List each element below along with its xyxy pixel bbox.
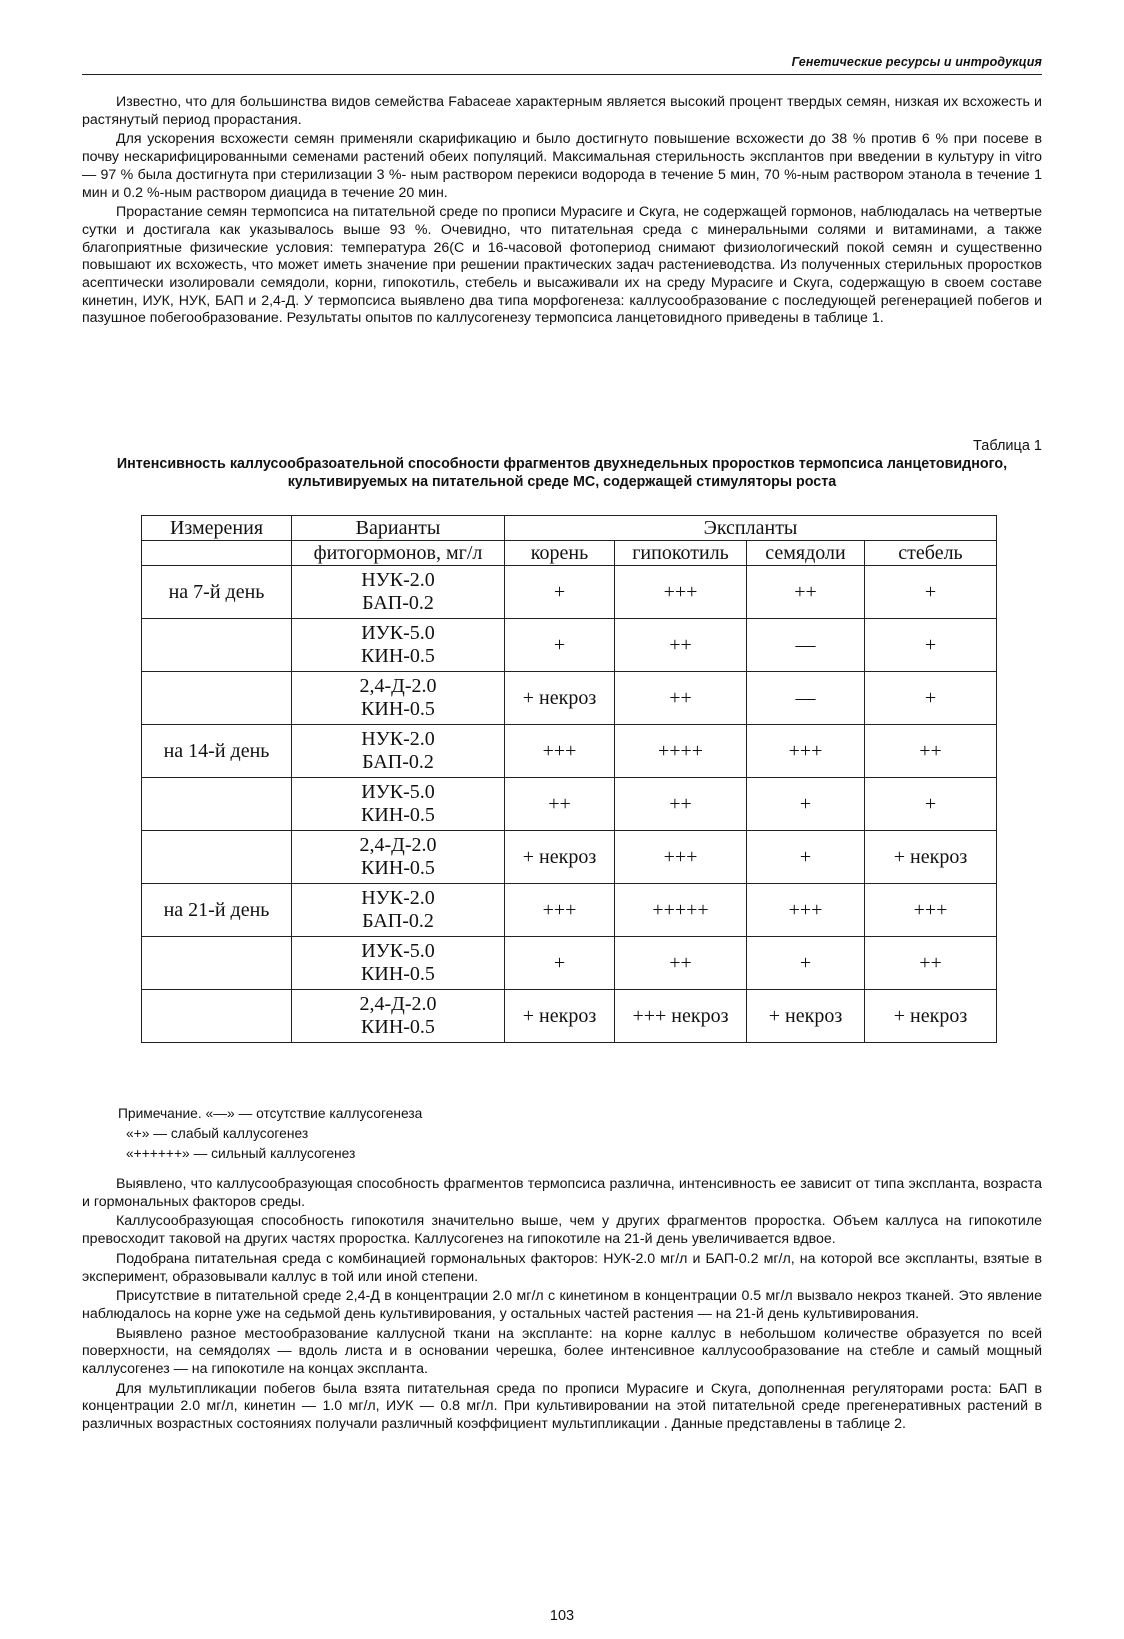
cell-root: + bbox=[505, 566, 615, 619]
variant-line: БАП-0.2 bbox=[362, 592, 434, 614]
variant-line: БАП-0.2 bbox=[362, 751, 434, 773]
cell-cotyledons: — bbox=[747, 619, 865, 672]
cell-measure bbox=[142, 937, 292, 990]
header-explants: Экспланты bbox=[505, 516, 997, 541]
table-notes bbox=[118, 1104, 422, 1164]
cell-cotyledons: + bbox=[747, 778, 865, 831]
note-line: «++++++» — сильный каллусогенез bbox=[126, 1146, 356, 1161]
cell-stem: + некроз bbox=[865, 990, 997, 1043]
header-measure: Измерения bbox=[142, 516, 292, 541]
variant-line: КИН-0.5 bbox=[361, 1016, 435, 1038]
cell-root: + некроз bbox=[505, 672, 615, 725]
cell-cotyledons: + bbox=[747, 937, 865, 990]
intro-text bbox=[82, 94, 1042, 330]
cell-hypocotyl: +++++ bbox=[615, 884, 747, 937]
cell-variant bbox=[292, 937, 505, 990]
cell-root: +++ bbox=[505, 884, 615, 937]
table-row bbox=[142, 937, 997, 990]
cell-cotyledons: + bbox=[747, 831, 865, 884]
table-header-row bbox=[142, 516, 997, 541]
cell-variant bbox=[292, 884, 505, 937]
table-label: Таблица 1 bbox=[973, 438, 1042, 454]
variant-line: КИН-0.5 bbox=[361, 804, 435, 826]
cell-variant bbox=[292, 725, 505, 778]
table-row bbox=[142, 725, 997, 778]
paragraph: Известно, что для большинства видов семейства Fabaceae характерным является высокий процент твердых семян, низкая их всхожесть и растянутый период прорастания. bbox=[82, 94, 1042, 128]
table-caption: Интенсивность каллусообразоательной способности фрагментов двухнедельных проростков термопсиса ланцетовидного, культивируемых на питательной среде МС, содержащей стимуляторы роста bbox=[116, 456, 1008, 490]
variant-line: 2,4-Д-2.0 bbox=[359, 675, 437, 697]
cell-cotyledons: — bbox=[747, 672, 865, 725]
cell-cotyledons: + некроз bbox=[747, 990, 865, 1043]
cell-stem: + bbox=[865, 619, 997, 672]
variant-line: НУК-2.0 bbox=[361, 728, 435, 750]
results-table bbox=[141, 515, 997, 1043]
cell-variant bbox=[292, 831, 505, 884]
cell-measure bbox=[142, 672, 292, 725]
paragraph: Прорастание семян термопсиса на питательной среде по прописи Мурасиге и Скуга, не содержащей гормонов, наблюдалась на четвертые сутки и достигала как указывалось выше 93 %. Очевидно, что питательная среда с минеральными солями и витаминами, а также благоприятные физические условия: температура 26(С и 16-часовой фотопериод снимают физиологический покой семян и существенно повышают их всхожесть, что может иметь значение при решении практических задач растениеводства. Из полученных стерильных проростков асептически изолировали семядоли, корни, гипокотиль, стебель и высаживали их на среду Мурасиге и Скуга, содержащую в своем составе кинетин, ИУК, НУК, БАП и 2,4-Д. У термопсиса выявлено два типа морфогенеза: каллусообразование с последующей регенерацией побегов и пазушное побегообразование. Результаты опытов по каллусогенезу термопсиса ланцетовидного приведены в таблице 1. bbox=[82, 204, 1042, 327]
header-root: корень bbox=[505, 541, 615, 566]
variant-line: НУК-2.0 bbox=[361, 569, 435, 591]
cell-stem: + некроз bbox=[865, 831, 997, 884]
cell-hypocotyl: ++ bbox=[615, 778, 747, 831]
cell-variant bbox=[292, 778, 505, 831]
header-hypocotyl: гипокотиль bbox=[615, 541, 747, 566]
variant-line: ИУК-5.0 bbox=[361, 622, 435, 644]
cell-cotyledons: +++ bbox=[747, 725, 865, 778]
table-row bbox=[142, 831, 997, 884]
cell-cotyledons: +++ bbox=[747, 884, 865, 937]
cell-variant bbox=[292, 672, 505, 725]
variant-line: 2,4-Д-2.0 bbox=[359, 993, 437, 1015]
paragraph: Для мультипликации побегов была взята питательная среда по прописи Мурасиге и Скуга, дополненная регуляторами роста: БАП в концентрации 2.0 мг/л, кинетин — 1.0 мг/л, ИУК — 0.8 мг/л. При культивировании на этой питательной среде прегенеративных растений в различных возрастных состояниях получали различный коэффициент мультипликации . Данные представлены в таблице 2. bbox=[82, 1380, 1042, 1433]
cell-hypocotyl: +++ bbox=[615, 831, 747, 884]
paragraph: Выявлено разное местообразование каллусной ткани на экспланте: на корне каллус в небольшом количестве образуется по всей поверхности, на семядолях — вдоль листа и в основании черешка, более интенсивное каллусообразование на стебле и самый мощный каллусогенез — на гипокотиле на концах экспланта. bbox=[82, 1325, 1042, 1378]
variant-line: ИУК-5.0 bbox=[361, 940, 435, 962]
table-row bbox=[142, 990, 997, 1043]
table-row bbox=[142, 672, 997, 725]
paragraph: Подобрана питательная среда с комбинацией гормональных факторов: НУК-2.0 мг/л и БАП-0.2 мг/л, на которой все экспланты, взятые в эксперимент, образовывали каллус в той или иной степени. bbox=[82, 1250, 1042, 1285]
variant-line: НУК-2.0 bbox=[361, 887, 435, 909]
table-subheader-row bbox=[142, 541, 997, 566]
variant-line: ИУК-5.0 bbox=[361, 781, 435, 803]
header-variants: Варианты bbox=[292, 516, 505, 541]
cell-stem: ++ bbox=[865, 937, 997, 990]
cell-measure: на 21-й день bbox=[142, 884, 292, 937]
cell-measure: на 7-й день bbox=[142, 566, 292, 619]
cell-variant bbox=[292, 566, 505, 619]
cell-root: +++ bbox=[505, 725, 615, 778]
table-row bbox=[142, 778, 997, 831]
running-header: Генетические ресурсы и интродукция bbox=[791, 55, 1042, 69]
cell-stem: +++ bbox=[865, 884, 997, 937]
header-stem: стебель bbox=[865, 541, 997, 566]
variant-line: КИН-0.5 bbox=[361, 645, 435, 667]
note-line: Примечание. «—» — отсутствие каллусогенеза bbox=[118, 1106, 423, 1121]
table-row bbox=[142, 884, 997, 937]
header-measure-cont bbox=[142, 541, 292, 566]
paragraph: Присутствие в питательной среде 2,4-Д в концентрации 2.0 мг/л с кинетином в концентрации 0.5 мг/л вызвало некроз тканей. Это явление наблюдалось на корне уже на седьмой день культивирования, у остальных частей растения — на 21-й день культивирования. bbox=[82, 1288, 1042, 1322]
cell-hypocotyl: ++ bbox=[615, 672, 747, 725]
cell-root: + некроз bbox=[505, 831, 615, 884]
cell-hypocotyl: ++ bbox=[615, 937, 747, 990]
cell-root: + некроз bbox=[505, 990, 615, 1043]
table-row bbox=[142, 566, 997, 619]
cell-measure bbox=[142, 778, 292, 831]
cell-root: ++ bbox=[505, 778, 615, 831]
paragraph: Каллусообразующая способность гипокотиля значительно выше, чем у других фрагментов проростка. Объем каллуса на гипокотиле превосходит таковой на других частях проростка. Каллусогенез на гипокотиле на 21-й день увеличивается вдвое. bbox=[82, 1213, 1042, 1248]
variant-line: КИН-0.5 bbox=[361, 857, 435, 879]
cell-stem: + bbox=[865, 566, 997, 619]
variant-line: 2,4-Д-2.0 bbox=[359, 834, 437, 856]
paragraph: Для ускорения всхожести семян применяли скарификацию и было достигнуто повышение всхожести до 38 % против 6 % при посеве в почву нескарифицированными семенами растений обеих популяций. Максимальная стерильность эксплантов при введении в культуру in vitro — 97 % была достигнута при стерилизации 3 %- ным раствором перекиси водорода в течение 5 мин, 70 %-ным раствором этанола в течение 1 мин и 0.2 %-ным раствором диацида в течение 20 мин. bbox=[82, 131, 1042, 201]
header-rule bbox=[82, 74, 1042, 75]
cell-hypocotyl: ++++ bbox=[615, 725, 747, 778]
cell-root: + bbox=[505, 937, 615, 990]
paragraph: Выявлено, что каллусообразующая способность фрагментов термопсиса различна, интенсивность ее зависит от типа экспланта, возраста и гормональных факторов среды. bbox=[82, 1176, 1042, 1210]
cell-stem: + bbox=[865, 672, 997, 725]
cell-hypocotyl: +++ некроз bbox=[615, 990, 747, 1043]
header-cotyledons: семядоли bbox=[747, 541, 865, 566]
variant-line: БАП-0.2 bbox=[362, 910, 434, 932]
cell-measure: на 14-й день bbox=[142, 725, 292, 778]
variant-line: КИН-0.5 bbox=[361, 698, 435, 720]
cell-cotyledons: ++ bbox=[747, 566, 865, 619]
cell-stem: ++ bbox=[865, 725, 997, 778]
variant-line: КИН-0.5 bbox=[361, 963, 435, 985]
cell-measure bbox=[142, 831, 292, 884]
note-line: «+» — слабый каллусогенез bbox=[126, 1126, 309, 1141]
table-body bbox=[142, 566, 997, 1043]
conclusion-text bbox=[82, 1176, 1042, 1436]
cell-variant bbox=[292, 990, 505, 1043]
cell-measure bbox=[142, 619, 292, 672]
cell-hypocotyl: +++ bbox=[615, 566, 747, 619]
cell-hypocotyl: ++ bbox=[615, 619, 747, 672]
cell-variant bbox=[292, 619, 505, 672]
table-row bbox=[142, 619, 997, 672]
page-number: 103 bbox=[549, 1608, 575, 1624]
cell-root: + bbox=[505, 619, 615, 672]
header-variants-units: фитогормонов, мг/л bbox=[292, 541, 505, 566]
cell-stem: + bbox=[865, 778, 997, 831]
cell-measure bbox=[142, 990, 292, 1043]
